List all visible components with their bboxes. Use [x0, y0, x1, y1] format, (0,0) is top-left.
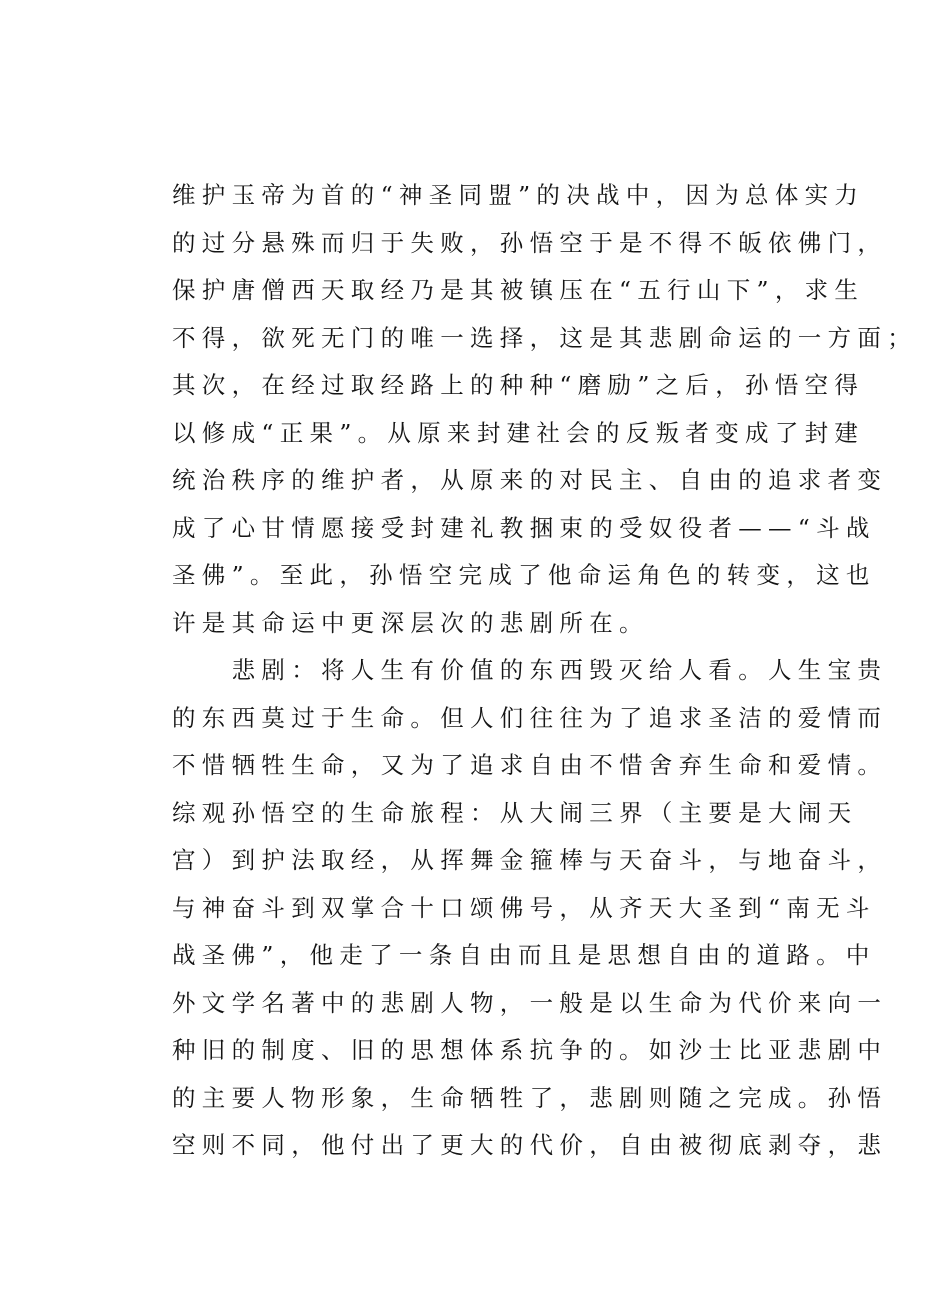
text-line: 的东西莫过于生命。但人们往往为了追求圣洁的爱情而 — [172, 703, 888, 732]
text-line: 种旧的制度、旧的思想体系抗争的。如沙士比亚悲剧中 — [172, 1036, 888, 1064]
text-line: 以修成“正果”。从原来封建社会的反叛者变成了封建 — [172, 418, 865, 447]
text-line: 的主要人物形象，生命牺牲了，悲剧则随之完成。孙悟 — [172, 1083, 888, 1112]
text-line: 空则不同，他付出了更大的代价，自由被彻底剥夺，悲 — [172, 1131, 888, 1159]
text-line: 战圣佛”，他走了一条自由而且是思想自由的道路。中 — [172, 941, 876, 969]
text-line: 不得，欲死无门的唯一选择，这是其悲剧命运的一方面； — [172, 323, 917, 352]
text-line: 圣佛”。至此，孙悟空完成了他命运角色的转变，这也 — [172, 561, 876, 589]
text-line: 许是其命运中更深层次的悲剧所在。 — [172, 608, 649, 637]
paragraph-start-line: 悲剧：将人生有价值的东西毁灭给人看。人生宝贵 — [172, 656, 888, 684]
body-text — [172, 172, 917, 1170]
text-line: 与神奋斗到双掌合十口颂佛号，从齐天大圣到“南无斗 — [172, 893, 876, 922]
text-line: 其次，在经过取经路上的种种“磨励”之后，孙悟空得 — [172, 371, 865, 399]
text-line: 保护唐僧西天取经乃是其被镇压在“五行山下”，求生 — [172, 276, 865, 304]
text-line: 综观孙悟空的生命旅程：从大闹三界（主要是大闹天 — [172, 798, 858, 827]
text-line: 成了心甘情愿接受封建礼教捆束的受奴役者——“斗战 — [172, 513, 876, 542]
text-line: 不惜牺牲生命，又为了追求自由不惜舍弃生命和爱情。 — [172, 751, 888, 779]
text-line: 统治秩序的维护者，从原来的对民主、自由的追求者变 — [172, 466, 888, 494]
text-line: 宫）到护法取经，从挥舞金箍棒与天奋斗，与地奋斗， — [172, 846, 888, 874]
text-line: 维护玉帝为首的“神圣同盟”的决战中，因为总体实力 — [172, 181, 865, 209]
text-line: 外文学名著中的悲剧人物，一般是以生命为代价来向一 — [172, 988, 888, 1017]
text-line: 的过分悬殊而归于失败，孙悟空于是不得不皈依佛门， — [172, 228, 888, 257]
